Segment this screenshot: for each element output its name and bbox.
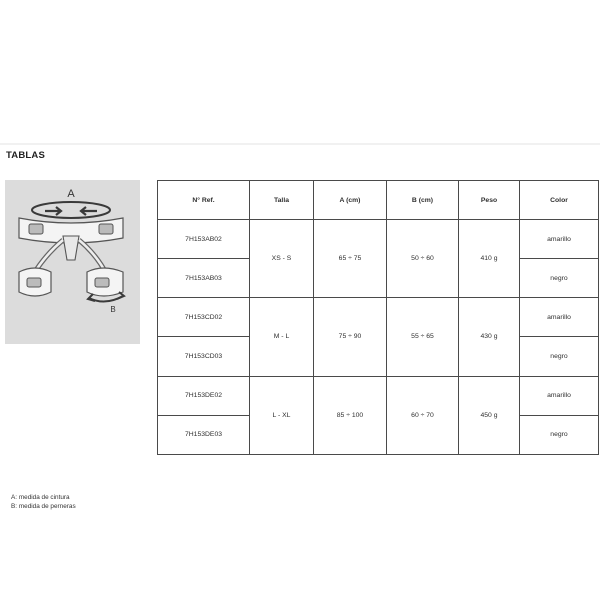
- talla-cell: XS - S: [250, 220, 314, 298]
- top-divider: [0, 143, 600, 145]
- col-header-b: B (cm): [387, 181, 459, 220]
- peso-cell: 450 g: [459, 376, 520, 454]
- color-cell: negro: [520, 337, 599, 376]
- peso-cell: 430 g: [459, 298, 520, 376]
- b-cell: 55 ÷ 65: [387, 298, 459, 376]
- center-connector: [63, 236, 79, 260]
- b-cell: 50 ÷ 60: [387, 220, 459, 298]
- a-cell: 85 ÷ 100: [314, 376, 387, 454]
- col-header-talla: Talla: [250, 181, 314, 220]
- table-row: [158, 376, 599, 415]
- table-row: [158, 220, 599, 259]
- figure-legend: [11, 494, 76, 511]
- harness-illustration-icon: [5, 180, 140, 344]
- table-header-row: [158, 181, 599, 220]
- waist-arrow-left-icon: [81, 207, 97, 215]
- color-cell: negro: [520, 415, 599, 454]
- table-row: [158, 298, 599, 337]
- waist-measure-loop: [32, 202, 110, 218]
- ref-cell: 7H153AB03: [158, 259, 250, 298]
- color-cell: amarillo: [520, 298, 599, 337]
- a-cell: 75 ÷ 90: [314, 298, 387, 376]
- harness-figure-panel: [5, 180, 140, 510]
- right-buckle: [99, 224, 113, 234]
- ref-cell: 7H153DE02: [158, 376, 250, 415]
- ref-cell: 7H153CD02: [158, 298, 250, 337]
- label-a: A: [67, 188, 75, 200]
- color-cell: amarillo: [520, 220, 599, 259]
- peso-cell: 410 g: [459, 220, 520, 298]
- col-header-color: Color: [520, 181, 599, 220]
- legend-line: A: medida de cintura: [11, 494, 70, 501]
- size-table: [157, 180, 599, 455]
- col-header-ref: N° Ref.: [158, 181, 250, 220]
- ref-cell: 7H153CD03: [158, 337, 250, 376]
- col-header-a: A (cm): [314, 181, 387, 220]
- ref-cell: 7H153DE03: [158, 415, 250, 454]
- color-cell: negro: [520, 259, 599, 298]
- ref-cell: 7H153AB02: [158, 220, 250, 259]
- section-title: TABLAS: [6, 150, 46, 161]
- label-b: B: [110, 305, 116, 314]
- left-buckle: [29, 224, 43, 234]
- col-header-peso: Peso: [459, 181, 520, 220]
- b-cell: 60 ÷ 70: [387, 376, 459, 454]
- color-cell: amarillo: [520, 376, 599, 415]
- legend-line: B: medida de perneras: [11, 502, 76, 510]
- waist-arrow-right-icon: [45, 207, 61, 215]
- a-cell: 65 ÷ 75: [314, 220, 387, 298]
- talla-cell: M - L: [250, 298, 314, 376]
- talla-cell: L - XL: [250, 376, 314, 454]
